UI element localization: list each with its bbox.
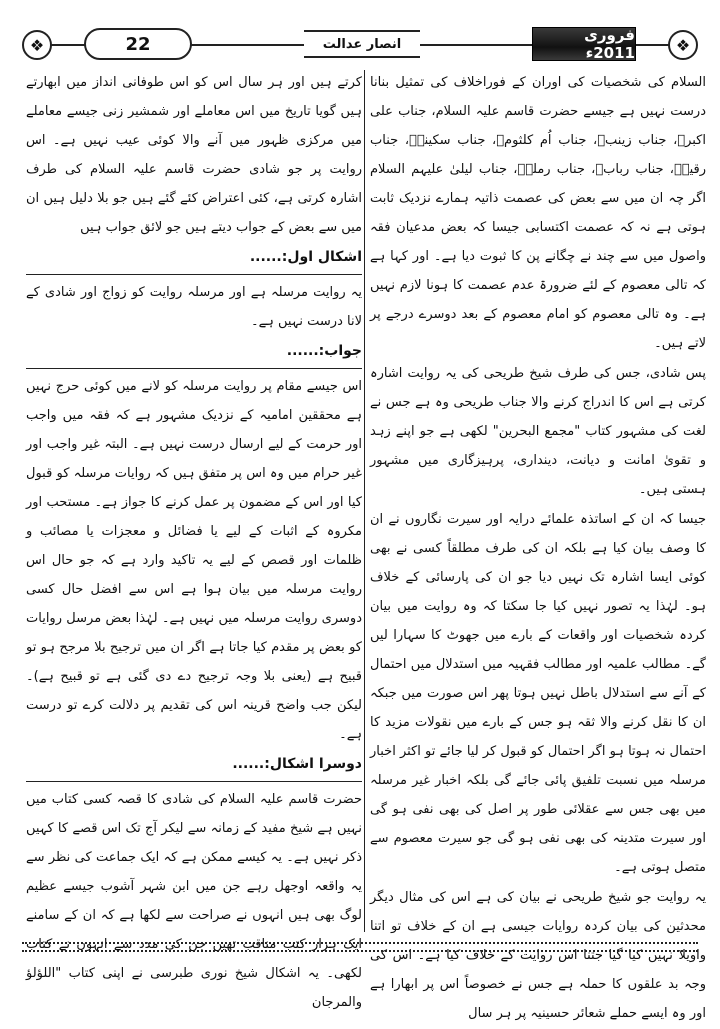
magazine-title: انصار عدالت (304, 30, 420, 58)
ornament-left-icon: ❖ (22, 30, 52, 60)
section-heading: جواب:...... (286, 343, 362, 359)
page-number: 22 (84, 28, 192, 60)
right-column (370, 68, 706, 1029)
paragraph: اس جیسے مقام پر روایت مرسلہ کو لانے میں کوئی حرج نہیں ہے محققین امامیہ کے نزدیک مشہور ہے کہ فقہ میں واجب اور حرمت کے لیے ارسال درست نہیں ہے۔ البتہ غیر واجب اور غیر حرام میں وہ اس پر متفق ہیں کہ روایات مرسلہ کو قبول کیا اور اس کے مضمون پر عمل کرنے کا جواز ہے۔ مستحب اور مکروہ کے اثبات کے لیے یا فضائل و معجزات یا مصائب و ظلمات اور قصص کے لیے یہ تاکید وارد ہے کہ جو حال اس روایت مرسلہ میں بیان ہوا ہے اس سے افضل حال کسی دوسری روایت مرسلہ میں نہیں ہے۔ لہٰذا بعض مرسل روایات کو بعض پر مقدم کیا جاتا ہے اگر ان میں ترجیح بلا مرجح ہو تو قبیح ہے (یعنی بلا وجہ ترجیح دے دی گئی ہے تو قبیح ہے)۔ لیکن جب واضح قرینہ اس کی تقدیم پر دلالت کرے تو درست ہے۔ (26, 379, 362, 742)
column-divider (364, 70, 365, 932)
paragraph: السلام کی شخصیات کی اوران کے فوراخلاف کی تمثیل بنانا درست نہیں ہے جیسے حضرت قاسم علیہ السلام، جناب علی اکبرؑ، جناب زینبؑ، جناب اُم کلثومؑ، جناب سکینہؑ، جناب رقیہؑ، جناب ربابؑ، جناب رملہؑ، جناب لیلیٰ علیہم السلام اگر چہ ان میں سے بعض کی عصمت ذاتیہ ہمارے نزدیک ثابت ہوتی ہے نہ کہ عصمت اکتسابی جیسا کہ بعض مدعیان فقہ واصول میں سے چند نے چگانے پن کا ثبوت دیا ہے۔ اور کہا ہے کہ تالی معصوم کے لئے ضرورۃ عدم عصمت کا ہونا لازم نہیں ہے۔ وہ تالی معصوم کو امام معصوم کے بعد دوسرے درجے پر لاتے ہیں۔ (370, 75, 706, 351)
footer-border (22, 942, 698, 952)
paragraph: جیسا کہ ان کے اساتذہ علمائے درایہ اور سیرت نگاروں نے ان کا وصف بیان کیا ہے بلکہ ان کی طرف مطلقاً کسی نے بھی کوئی ایسا اشارہ تک نہیں دیا جو ان کی پارسائی کے خلاف ہو۔ لہٰذا یہ تصور نہیں کیا جا سکتا کہ وہ روایت میں بیان کردہ شخصیات اور واقعات کے بارے میں جھوٹ کا سہارا لیں گے۔ مطالب علمیہ اور مطالب فقہیہ میں استدلال میں احتمال کے آنے سے استدلال باطل نہیں ہوتا پھر اس صورت میں جبکہ ان کا نقل کرنے والا ثقہ ہو جس کے بارے میں نقولات مزید کا احتمال نہ ہوتا ہو اگر احتمال کو قبول کر لیا جائے تو اکثر اخبار مرسلہ میں نسبت تلفیق پائی جائے گی بلکہ اخبار غیر مرسلہ میں بھی جس سے عقلائی طور پر اصل کی بھی نفی ہو گی اور سیرت متدینہ کی بھی نفی ہو گی جو سیرت معصوم سے متصل ہوتی ہے۔ (370, 512, 706, 875)
paragraph: یہ روایت جو شیخ طریحی نے بیان کی ہے اس کی مثال دیگر محدثین کی بیان کردہ روایات جیسی ہے ان کے خلاف تو اتنا واویلا نہیں کیا گیا جتنا اس روایت کے خلاف کیا ہے۔ اس کی وجہ بد علقوں کا حملہ ہے جس نے خصوصاً اس پر ابھارا ہے اور وہ ایسے حملے شعائر حسینیہ پر ہر سال (370, 890, 706, 1021)
ornament-right-icon: ❖ (668, 30, 698, 60)
paragraph: یہ روایت مرسلہ ہے اور مرسلہ روایت کو زواج اور شادی کے لانا درست نہیں ہے۔ (26, 285, 362, 329)
left-column (26, 68, 362, 1018)
page-header (22, 24, 698, 66)
paragraph: پس شادی، جس کی طرف شیخ طریحی کی یہ روایت اشارہ کرتی ہے اس کا اندراج کرنے والا جناب طریحی وہ ہے جس نے لغت کی مشہور کتاب "مجمع البحرین" لکھی ہے جو اپنے زہد و تقویٰ امانت و دیانت، دینداری، پرہیزگاری میں مشہور ہستی ہیں۔ (370, 366, 706, 497)
section-heading: دوسرا اشکال:...... (232, 756, 362, 772)
heading-rule (26, 779, 362, 782)
issue-date: فروری 2011ء (532, 27, 636, 61)
section-heading: اشکال اول:...... (249, 249, 362, 265)
heading-rule (26, 272, 362, 275)
paragraph: حضرت قاسم علیہ السلام کی شادی کا قصہ کسی کتاب میں نہیں ہے شیخ مفید کے زمانہ سے لیکر آج تک اس قصے کا کہیں ذکر نہیں ہے۔ یہ کیسے ممکن ہے کہ ایک جماعت کی نظر سے یہ واقعہ اوجھل رہے جن میں ابن شہر آشوب جیسے عظیم لوگ بھی ہیں انہوں نے صراحت سے لکھا ہے کہ ان کے سامنے ایک ہزار کتب مناقب تھیں جن کی مدد سے انہوں نے کتاب لکھی۔ یہ اشکال شیخ نوری طبرسی نے اپنی کتاب "اللؤلؤ والمرجان (26, 792, 362, 1010)
paragraph: کرتے ہیں اور ہر سال اس کو اس طوفانی انداز میں ابھارتے ہیں گویا تاریخ میں اس معاملے اور شمشیر زنی جیسے معاملے میں مرکزی ظہور میں آنے والا کوئی عیب نہیں ہے۔ اس روایت پر جو شادی حضرت قاسم علیہ السلام کی طرف اشارہ کرتی ہے، کئی اعتراض کئے گئے ہیں جو بلا دلیل ہیں ان میں سے بعض کے جواب دیتے ہیں جو لائق جواب ہیں (26, 75, 362, 235)
heading-rule (26, 366, 362, 369)
